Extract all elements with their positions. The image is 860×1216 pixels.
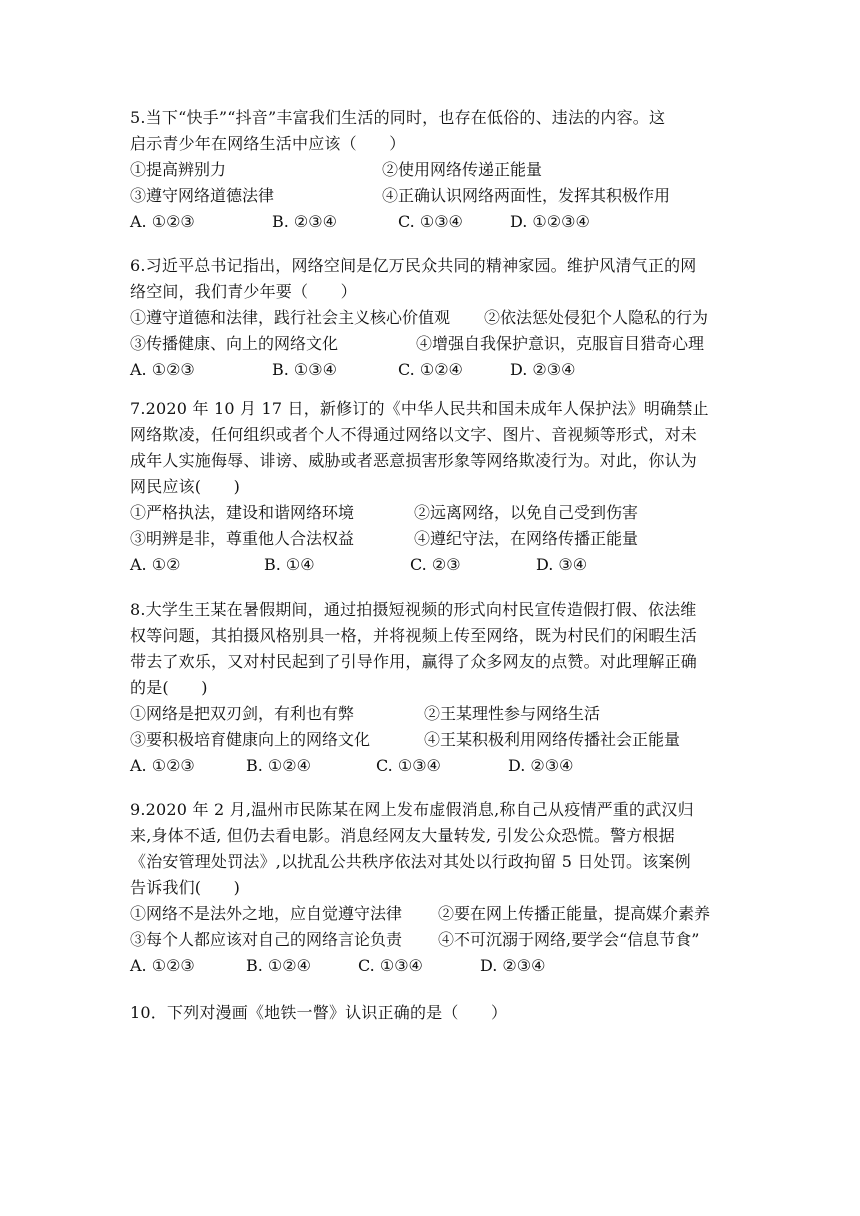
- option-item: ①严格执法，建设和谐网络环境: [130, 503, 355, 522]
- option-row: [130, 183, 730, 209]
- option-item: ④不可沉溺于网络,要学会“信息节食”: [438, 930, 700, 949]
- question-stem-line: 网民应该( ): [130, 477, 241, 496]
- answer-choice-a: A. ①②: [130, 555, 181, 574]
- option-item: ③要积极培育健康向上的网络文化: [130, 730, 371, 749]
- option-item: ④王某积极利用网络传播社会正能量: [424, 730, 681, 749]
- question-stem-line: 10．下列对漫画《地铁一瞥》认识正确的是（ ）: [130, 1003, 508, 1022]
- question-stem-line: 来,身体不适, 但仍去看电影。消息经网友大量转发, 引发公众恐慌。警方根据: [130, 826, 675, 845]
- option-row: [130, 331, 730, 357]
- option-row: [130, 500, 730, 526]
- option-row: [130, 701, 730, 727]
- question-stem-line: 权等问题，其拍摄风格别具一格，并将视频上传至网络，既为村民们的闲暇生活: [130, 626, 698, 645]
- option-item: ①提高辨别力: [130, 160, 227, 179]
- question-stem-line: 带去了欢乐，又对村民起到了引导作用，赢得了众多网友的点赞。对此理解正确: [130, 652, 698, 671]
- answer-choices: [130, 953, 730, 979]
- option-row: [130, 901, 730, 927]
- answer-choice-c: C. ①③④: [398, 212, 463, 231]
- option-row: [130, 305, 730, 331]
- answer-choice-b: B. ①④: [264, 555, 315, 574]
- answer-choice-c: C. ①③④: [376, 756, 441, 775]
- answer-choice-c: C. ①③④: [358, 956, 423, 975]
- answer-choice-a: A. ①②③: [130, 756, 195, 775]
- question-7: [130, 396, 730, 578]
- option-item: ①网络不是法外之地，应自觉遵守法律: [130, 904, 403, 923]
- option-row: [130, 727, 730, 753]
- answer-choice-d: D. ②③④: [508, 756, 574, 775]
- question-stem-line: 5.当下“快手”“抖音”丰富我们生活的同时，也存在低俗的、违法的内容。这: [130, 108, 666, 127]
- question-stem-line: 告诉我们( ): [130, 878, 241, 897]
- option-row: [130, 927, 730, 953]
- answer-choice-d: D. ②③④: [480, 956, 546, 975]
- question-stem-line: 《治安管理处罚法》,以扰乱公共秩序依法对其处以行政拘留 5 日处罚。该案例: [130, 852, 691, 871]
- answer-choice-a: A. ①②③: [130, 956, 195, 975]
- question-stem-line: 的是( ): [130, 678, 208, 697]
- answer-choice-d: D. ③④: [536, 555, 588, 574]
- answer-choice-d: D. ①②③④: [510, 212, 590, 231]
- option-item: ①遵守道德和法律，践行社会主义核心价值观: [130, 308, 451, 327]
- question-stem-line: 网络欺凌，任何组织或者个人不得通过网络以文字、图片、音视频等形式，对未: [130, 425, 698, 444]
- answer-choices: [130, 357, 730, 383]
- option-item: ④正确认识网络两面性，发挥其积极作用: [382, 186, 671, 205]
- question-stem-line: 7.2020 年 10 月 17 日，新修订的《中华人民共和国未成年人保护法》明确禁止: [130, 399, 709, 418]
- answer-choice-c: C. ②③: [410, 555, 461, 574]
- question-stem-line: 启示青少年在网络生活中应该（ ）: [130, 134, 406, 153]
- option-item: ③遵守网络道德法律: [130, 186, 275, 205]
- option-item: ③传播健康、向上的网络文化: [130, 334, 339, 353]
- answer-choices: [130, 753, 730, 779]
- option-item: ②依法惩处侵犯个人隐私的行为: [484, 308, 709, 327]
- question-9: [130, 797, 730, 979]
- option-item: ③明辨是非，尊重他人合法权益: [130, 529, 355, 548]
- answer-choices: [130, 209, 730, 235]
- answer-choice-a: A. ①②③: [130, 360, 195, 379]
- option-item: ③每个人都应该对自己的网络言论负责: [130, 930, 403, 949]
- option-item: ②使用网络传递正能量: [382, 160, 543, 179]
- option-row: [130, 526, 730, 552]
- answer-choice-c: C. ①②④: [398, 360, 463, 379]
- question-stem-line: 成年人实施侮辱、诽谤、威胁或者恶意损害形象等网络欺凌行为。对此，你认为: [130, 451, 698, 470]
- answer-choice-b: B. ①②④: [246, 956, 311, 975]
- question-stem-line: 6.习近平总书记指出，网络空间是亿万民众共同的精神家园。维护风清气正的网: [130, 256, 697, 275]
- answer-choice-d: D. ②③④: [510, 360, 576, 379]
- option-item: ①网络是把双刃剑，有利也有弊: [130, 704, 355, 723]
- question-stem-line: 9.2020 年 2 月,温州市民陈某在网上发布虚假消息,称自己从疫情严重的武汉归: [130, 800, 694, 819]
- question-stem-line: 络空间，我们青少年要（ ）: [130, 282, 357, 301]
- option-item: ④遵纪守法，在网络传播正能量: [414, 529, 639, 548]
- option-item: ②要在网上传播正能量，提高媒介素养: [438, 904, 711, 923]
- question-6: [130, 253, 730, 383]
- answer-choice-b: B. ①③④: [272, 360, 337, 379]
- option-row: [130, 157, 730, 183]
- question-10: [130, 1000, 730, 1026]
- answer-choice-b: B. ②③④: [272, 212, 337, 231]
- question-5: [130, 105, 730, 235]
- answer-choice-a: A. ①②③: [130, 212, 195, 231]
- question-8: [130, 597, 730, 779]
- question-stem-line: 8.大学生王某在暑假期间，通过拍摄短视频的形式向村民宣传造假打假、依法维: [130, 600, 697, 619]
- answer-choice-b: B. ①②④: [246, 756, 311, 775]
- option-item: ②远离网络，以免自己受到伤害: [414, 503, 639, 522]
- answer-choices: [130, 552, 730, 578]
- option-item: ④增强自我保护意识，克服盲目猎奇心理: [416, 334, 705, 353]
- option-item: ②王某理性参与网络生活: [424, 704, 601, 723]
